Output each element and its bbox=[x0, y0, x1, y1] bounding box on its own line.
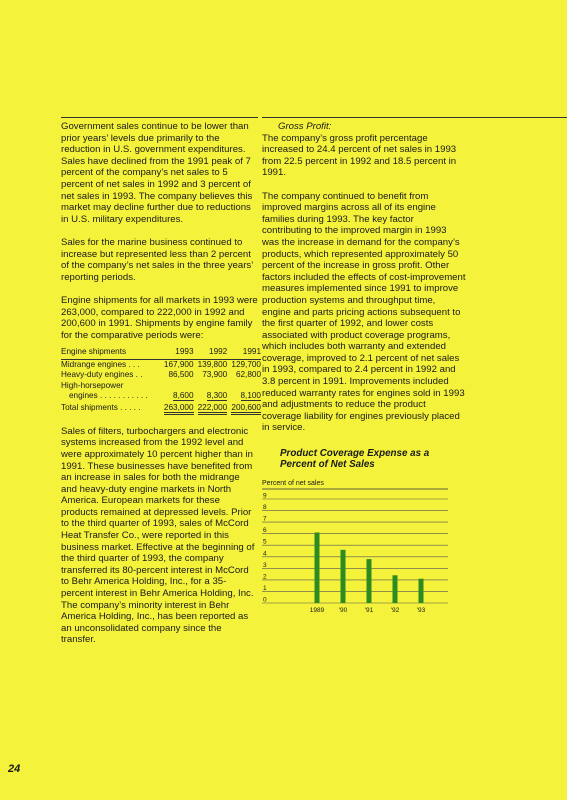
chart-x-labels bbox=[310, 607, 426, 614]
x-tick-label: '90 bbox=[338, 607, 348, 615]
table-row bbox=[61, 359, 261, 370]
gross-profit-paragraph: The company’s gross profit percentage increased to 24.4 percent of net sales in 1993 from 22.5 percent in 1992 and 18.5 percent in 1991. bbox=[262, 132, 457, 179]
marine-business-paragraph: Sales for the marine business continued to increase but represented less than 2 percent of the company’s net sales in the three years’ reporting periods. bbox=[61, 236, 253, 283]
chart-bar bbox=[367, 559, 372, 603]
table-header: 1991 bbox=[227, 347, 261, 359]
row-label: High-horsepower bbox=[61, 380, 124, 390]
y-tick-label: 3 bbox=[263, 561, 267, 569]
table-header: 1993 bbox=[160, 347, 194, 359]
table-cell: 139,800 bbox=[197, 359, 228, 369]
table-row bbox=[61, 381, 261, 391]
engine-shipments-paragraph: Engine shipments for all markets in 1993 were 263,000, compared to 222,000 in 1992 and 200,600 in 1991. Shipments by engine family for the comparative periods were: bbox=[61, 294, 258, 341]
row-label: Total shipments . . . . . bbox=[61, 403, 141, 413]
chart-bar bbox=[315, 533, 320, 603]
x-tick-label: 1989 bbox=[309, 607, 325, 615]
table-cell: 62,800 bbox=[235, 370, 261, 380]
x-tick-label: '92 bbox=[390, 607, 400, 615]
product-coverage-chart bbox=[262, 473, 462, 623]
table-cell: 167,900 bbox=[163, 359, 194, 369]
table-header-row bbox=[61, 347, 261, 359]
row-label: Heavy-duty engines . . bbox=[61, 370, 143, 380]
y-tick-label: 1 bbox=[263, 584, 267, 592]
engine-shipments-table bbox=[61, 347, 261, 413]
y-tick-label: 7 bbox=[263, 515, 267, 523]
chart-svg bbox=[262, 473, 462, 623]
y-tick-label: 6 bbox=[263, 527, 267, 535]
table-row bbox=[61, 370, 261, 380]
table-cell: 86,500 bbox=[168, 370, 194, 380]
chart-bar bbox=[393, 575, 398, 603]
table-cell: 73,900 bbox=[202, 370, 228, 380]
table-cell: 8,300 bbox=[206, 390, 228, 400]
y-tick-label: 2 bbox=[263, 573, 267, 581]
y-tick-label: 8 bbox=[263, 504, 267, 512]
y-tick-label: 9 bbox=[263, 492, 267, 500]
row-label: engines . . . . . . . . . . . bbox=[69, 390, 148, 400]
table-cell: 129,700 bbox=[231, 359, 261, 369]
table-header: 1992 bbox=[194, 347, 228, 359]
y-tick-label: 5 bbox=[263, 538, 267, 546]
government-sales-paragraph: Government sales continue to be lower than prior years’ levels due primarily to the reduction in U.S. government expenditures. Sales have declined from the 1991 peak of 7 percent of the company’s net sales to 5 percent of net sales in 1992 and 3 percent of net sales in 1993. The company believes this market may decline further due to reductions in U.S. military expenditures. bbox=[61, 121, 253, 225]
table-header: Engine shipments bbox=[61, 347, 160, 359]
table-row-total bbox=[61, 401, 261, 413]
top-rule-left bbox=[61, 117, 258, 118]
left-column bbox=[61, 121, 261, 658]
gross-profit-subhead: Gross Profit: bbox=[278, 121, 332, 132]
right-column bbox=[262, 121, 466, 623]
table-cell: 8,600 bbox=[173, 390, 194, 400]
table-row bbox=[61, 391, 261, 401]
y-tick-label: 4 bbox=[263, 550, 267, 558]
filters-turbochargers-paragraph: Sales of filters, turbochargers and electronic systems increased from the 1992 level and were approximately 10 percent higher than in 1991. These businesses have benefited from an increase in sales for both the midrange and heavy-duty engine markets in North America. European markets for these products remained at depressed levels. Prior to the third quarter of 1993, sales of McCord Heat Transfer Co., were reported in this business market. Effective at the beginning of the third quarter of 1993, the company transferred its 80-percent interest in McCord to Behr America Holding, Inc., for a 35-percent interest in Behr America Holding, Inc. The company’s minority interest in Behr America Holding, Inc., has been reported as an unconsolidated company since the transfer. bbox=[61, 425, 255, 646]
page-number: 24 bbox=[8, 763, 21, 775]
margins-paragraph: The company continued to benefit from improved margins across all of its engine families during 1993. The key factor contributing to the improved margin in 1993 was the increase in demand for the company’s products, which represented approximately 50 percent of the increase in gross profit. Other factors included the effects of cost-improvement measures implemented since 1991 to improve production systems and throughput time, engine and parts pricing actions subsequent to the first quarter of 1992, and lower costs associated with product coverage programs, which includes both warranty and extended coverage, improved to 2.1 percent of net sales in 1993, compared to 2.4 percent in 1992 and 3.8 percent in 1991. Improvements included reduced warranty rates for engines sold in 1993 and adjustments to reduce the product coverage liability for engines previously placed in service. bbox=[262, 190, 466, 434]
y-tick-label: 0 bbox=[263, 596, 267, 604]
chart-bar bbox=[419, 579, 424, 603]
table-cell: 8,100 bbox=[240, 390, 261, 400]
chart-title: Product Coverage Expense as a Percent of Net Sales bbox=[280, 448, 430, 471]
x-tick-label: '93 bbox=[416, 607, 426, 615]
table-cell: 200,600 bbox=[231, 403, 261, 415]
table-cell: 263,000 bbox=[164, 403, 194, 415]
top-rule-right bbox=[262, 117, 567, 118]
chart-bars bbox=[315, 533, 424, 603]
row-label: Midrange engines . . . bbox=[61, 359, 140, 369]
y-axis-label: Percent of net sales bbox=[262, 480, 324, 488]
chart-bar bbox=[341, 550, 346, 603]
table-cell: 222,000 bbox=[198, 403, 228, 415]
x-tick-label: '91 bbox=[364, 607, 374, 615]
